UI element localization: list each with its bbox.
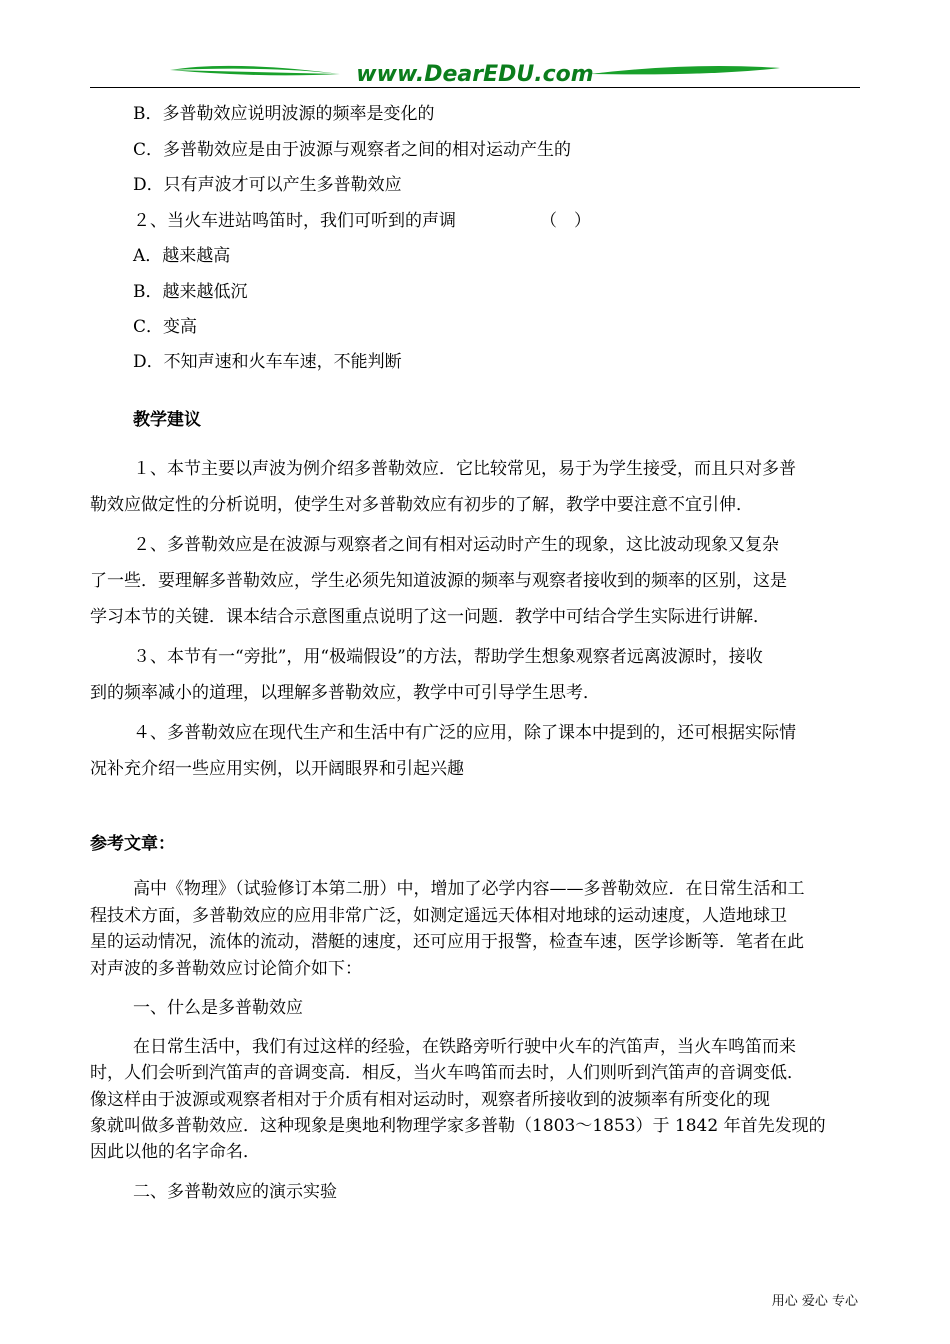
header-site-logo[interactable]: www.DearEDU.com [356,62,594,87]
q2-option-a: A．越来越高 [133,246,231,266]
advice-item-4-line-1: ４、多普勒效应在现代生产和生活中有广泛的应用，除了课本中提到的，还可根据实际情 [133,723,796,743]
q2-option-d: D．不知声速和火车车速，不能判断 [133,352,402,372]
advice-item-3-line-2: 到的频率减小的道理，以理解多普勒效应，教学中可引导学生思考． [90,683,600,703]
reference-intro-line-1: 高中《物理》（试验修订本第二册）中，增加了必学内容——多普勒效应．在日常生活和工 [133,879,805,899]
advice-item-1-line-2: 勒效应做定性的分析说明，使学生对多普勒效应有初步的了解，教学中要注意不宜引伸． [90,495,753,515]
page-footer-motto: 用心 爱心 专心 [771,1294,858,1309]
header-rule [90,87,860,88]
advice-item-2-line-1: ２、多普勒效应是在波源与观察者之间有相对运动时产生的现象，这比波动现象又复杂 [133,535,779,555]
q2-option-c: C．变高 [133,317,198,337]
advice-item-1-line-1: １、本节主要以声波为例介绍多普勒效应．它比较常见，易于为学生接受，而且只对多普 [133,459,796,479]
reference-section-1-line-2: 时，人们会听到汽笛声的音调变高．相反，当火车鸣笛而去时，人们则听到汽笛声的音调变低． [90,1063,804,1083]
reference-section-1-line-1: 在日常生活中，我们有过这样的经验，在铁路旁听行驶中火车的汽笛声，当火车鸣笛而来 [133,1037,796,1057]
q1-option-c: C．多普勒效应是由于波源与观察者之间的相对运动产生的 [133,140,572,160]
reference-intro-line-2: 程技术方面，多普勒效应的应用非常广泛，如测定遥远天体相对地球的运动速度，人造地球卫 [90,906,787,926]
reference-section-2-title: 二、多普勒效应的演示实验 [133,1182,337,1202]
advice-item-3-line-1: ３、本节有一“旁批”，用“极端假设”的方法，帮助学生想象观察者远离波源时，接收 [133,647,763,667]
advice-item-4-line-2: 况补充介绍一些应用实例，以开阔眼界和引起兴趣 [90,759,464,779]
q1-option-d: D．只有声波才可以产生多普勒效应 [133,175,402,195]
q2-option-b: B．越来越低沉 [133,282,248,302]
q1-option-b: B．多普勒效应说明波源的频率是变化的 [133,104,435,124]
q2-stem: ２、当火车进站鸣笛时，我们可听到的声调 [133,211,456,231]
reference-section-1-line-4: 象就叫做多普勒效应．这种现象是奥地利物理学家多普勒（1803～1853）于 1842 年首先发现的 [90,1116,826,1136]
reference-intro-line-3: 星的运动情况，流体的流动，潜艇的速度，还可应用于报警，检查车速，医学诊断等．笔者在此 [90,932,804,952]
page-header [90,58,860,90]
reference-section-1-line-3: 像这样由于波源或观察者相对于介质有相对运动时，观察者所接收到的波频率有所变化的现 [90,1090,770,1110]
reference-section-1-title: 一、什么是多普勒效应 [133,998,303,1018]
advice-item-2-line-2: 了一些．要理解多普勒效应，学生必须先知道波源的频率与观察者接收到的频率的区别，这是 [90,571,787,591]
advice-item-2-line-3: 学习本节的关键．课本结合示意图重点说明了这一问题．教学中可结合学生实际进行讲解． [90,607,770,627]
reference-section-1-line-5: 因此以他的名字命名． [90,1142,260,1162]
reference-intro-line-4: 对声波的多普勒效应讨论简介如下： [90,959,362,979]
q2-answer-blank: （ ） [540,211,591,231]
reference-heading: 参考文章： [90,834,175,854]
advice-heading: 教学建议 [133,410,201,430]
